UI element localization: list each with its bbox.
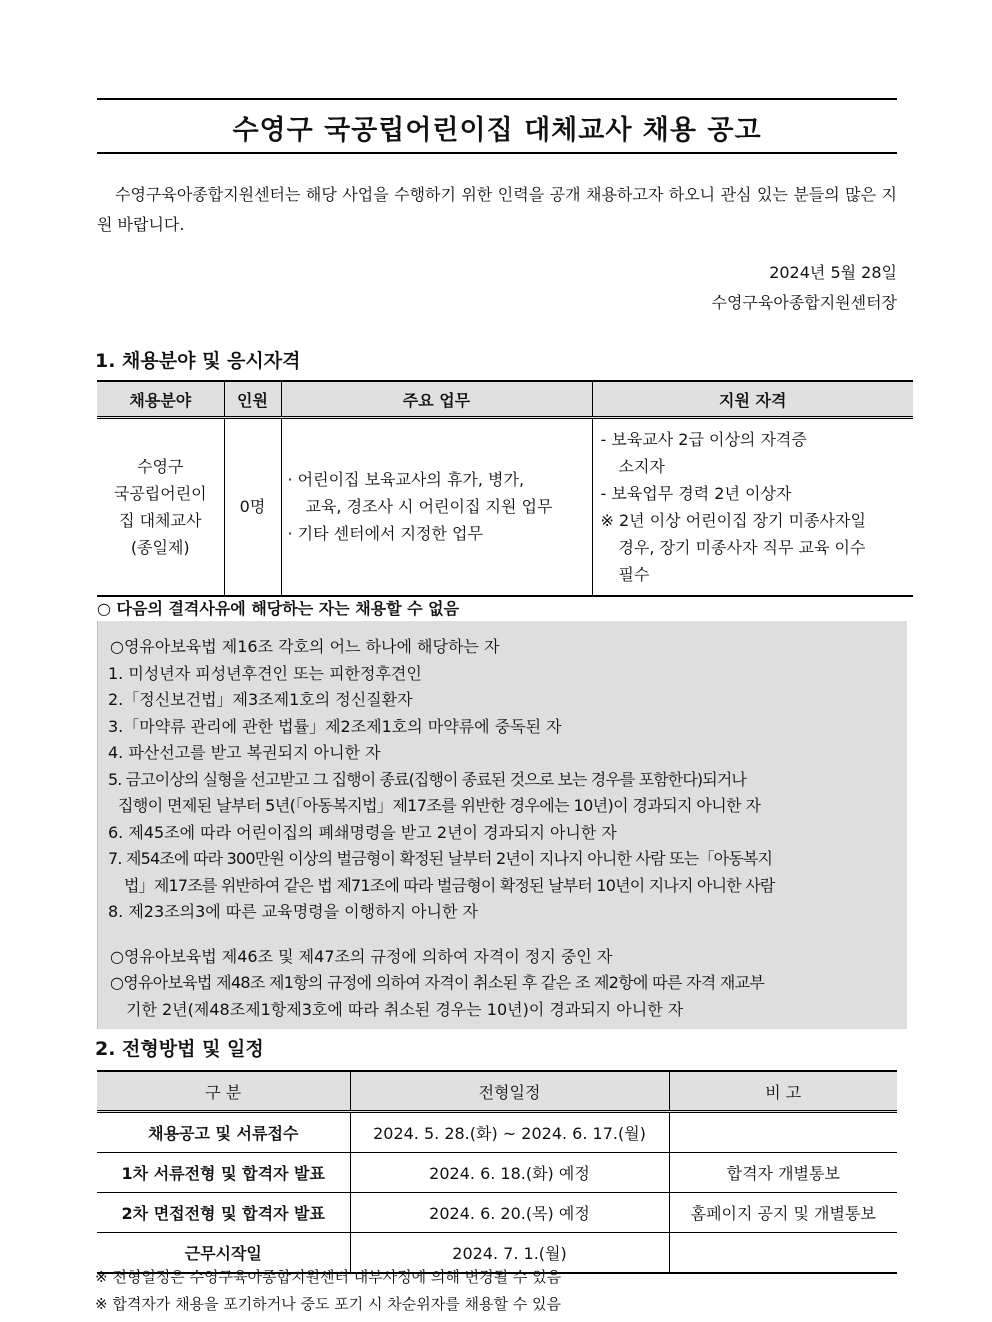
disqualification-line: ○영유아보육법 제16조 각호의 어느 하나에 해당하는 자 [110, 637, 500, 656]
note-cell: 홈페이지 공지 및 개별통보 [669, 1193, 897, 1233]
title-bottom-rule [97, 152, 897, 154]
qualification-line: - 보육교사 2급 이상의 자격증 [600, 429, 807, 449]
header-count: 인원 [224, 381, 281, 418]
header-category: 구 분 [97, 1071, 350, 1112]
header-qualifications: 지원 자격 [592, 381, 913, 418]
step-cell: 2차 면접전형 및 합격자 발표 [97, 1193, 350, 1233]
qualifications-cell [592, 418, 913, 596]
disqualification-line: 6. 제45조에 따라 어린이집의 폐쇄명령을 받고 2년이 경과되지 아니한 자 [108, 823, 617, 842]
disqualification-line: 법」제17조를 위반하여 같은 법 제71조에 따라 벌금형이 확정된 날부터 10년이 지나지 아니한 사람 [124, 876, 775, 895]
header-duties: 주요 업무 [281, 381, 592, 418]
qualification-line: 필수 [618, 564, 650, 584]
header-field: 채용분야 [97, 381, 224, 418]
disqualification-line: 집행이 면제된 날부터 5년(「아동복지법」제17조를 위반한 경우에는 10년)이 경과되지 아니한 자 [118, 796, 761, 815]
step-cell: 채용공고 및 서류접수 [97, 1112, 350, 1153]
disqualification-line: 2.「정신보건법」제3조제1호의 정신질환자 [108, 690, 413, 709]
duty-line: 교육, 경조사 시 어린이집 지원 업무 [305, 497, 553, 517]
table-row [97, 1193, 897, 1233]
header-remarks: 비 고 [669, 1071, 897, 1112]
disqualification-line: 기한 2년(제48조제1항제3호에 따라 취소된 경우는 10년)이 경과되지 아니한 자 [126, 1000, 684, 1019]
footnote: ※ 합격자가 채용을 포기하거나 중도 포기 시 차순위자를 채용할 수 있음 [95, 1295, 561, 1313]
field-cell [97, 418, 224, 596]
disqualification-line: 7. 제54조에 따라 300만원 이상의 벌금형이 확정된 날부터 2년이 지나지 아니한 사람 또는「아동복지 [108, 849, 773, 868]
notice-date: 2024년 5월 28일 [769, 263, 897, 282]
page-title: 수영구 국공립어린이집 대체교사 채용 공고 [232, 115, 762, 146]
date-cell: 2024. 7. 1.(월) [350, 1233, 669, 1274]
field-line: 수영구 [137, 456, 184, 476]
field-line: 집 대체교사 [119, 510, 202, 530]
schedule-table [97, 1070, 897, 1274]
note-cell: 합격자 개별통보 [669, 1153, 897, 1193]
table-row [97, 1112, 897, 1153]
disqualification-line: 1. 미성년자 피성년후견인 또는 피한정후견인 [108, 664, 422, 683]
title-top-rule [97, 98, 897, 100]
qualification-line: 경우, 장기 미종사자 직무 교육 이수 [618, 537, 866, 557]
disqualification-heading: ○ 다음의 결격사유에 해당하는 자는 채용할 수 없음 [97, 599, 460, 618]
step-cell: 1차 서류전형 및 합격자 발표 [97, 1153, 350, 1193]
field-line: 국공립어린이 [113, 483, 207, 503]
recruitment-table [97, 380, 913, 597]
disqualification-line: ○영유아보육법 제48조 제1항의 규정에 의하여 자격이 취소된 후 같은 조 제2항에 따른 자격 재교부 [110, 973, 765, 992]
disqualification-line: 3.「마약류 관리에 관한 법률」제2조제1호의 마약류에 중독된 자 [108, 717, 562, 736]
qualification-line: ※ 2년 이상 어린이집 장기 미종사자일 [600, 510, 866, 530]
duty-line: · 기타 센터에서 지정한 업무 [287, 524, 483, 544]
date-cell: 2024. 5. 28.(화) ~ 2024. 6. 17.(월) [350, 1112, 669, 1153]
disqualification-line: ○영유아보육법 제46조 및 제47조의 규정에 의하여 자격이 정지 중인 자 [110, 947, 613, 966]
note-cell [669, 1112, 897, 1153]
duty-line: · 어린이집 보육교사의 휴가, 병가, [287, 470, 525, 490]
intro-paragraph [97, 180, 897, 240]
issuer-name: 수영구육아종합지원센터장 [711, 293, 897, 312]
qualification-line: 소지자 [618, 456, 665, 476]
note-cell [669, 1233, 897, 1274]
disqualification-line: 4. 파산선고를 받고 복권되지 아니한 자 [108, 743, 381, 762]
date-cell: 2024. 6. 18.(화) 예정 [350, 1153, 669, 1193]
footnote: ※ 전형일정은 수영구육아종합지원센터 내부사정에 의해 변경될 수 있음 [95, 1268, 562, 1286]
field-line: (종일제) [130, 537, 190, 557]
header-schedule: 전형일정 [350, 1071, 669, 1112]
duties-cell [281, 418, 592, 596]
step-cell: 근무시작일 [97, 1233, 350, 1274]
section2-title: 2. 전형방법 및 일정 [95, 1038, 264, 1060]
section1-title: 1. 채용분야 및 응시자격 [95, 350, 301, 372]
disqualification-line: 8. 제23조의3에 따른 교육명령을 이행하지 아니한 자 [108, 902, 478, 921]
table-row [97, 1153, 897, 1193]
date-cell: 2024. 6. 20.(목) 예정 [350, 1193, 669, 1233]
intro-text: 수영구육아종합지원센터는 해당 사업을 수행하기 위한 인력을 공개 채용하고자 하오니 관심 있는 분들의 많은 지원 바랍니다. [97, 185, 897, 234]
count-cell: 0명 [224, 418, 281, 596]
qualification-line: - 보육업무 경력 2년 이상자 [600, 483, 792, 503]
disqualification-box [97, 621, 907, 1029]
disqualification-line: 5. 금고이상의 실형을 선고받고 그 집행이 종료(집행이 종료된 것으로 보는 경우를 포함한다)되거나 [108, 770, 746, 789]
